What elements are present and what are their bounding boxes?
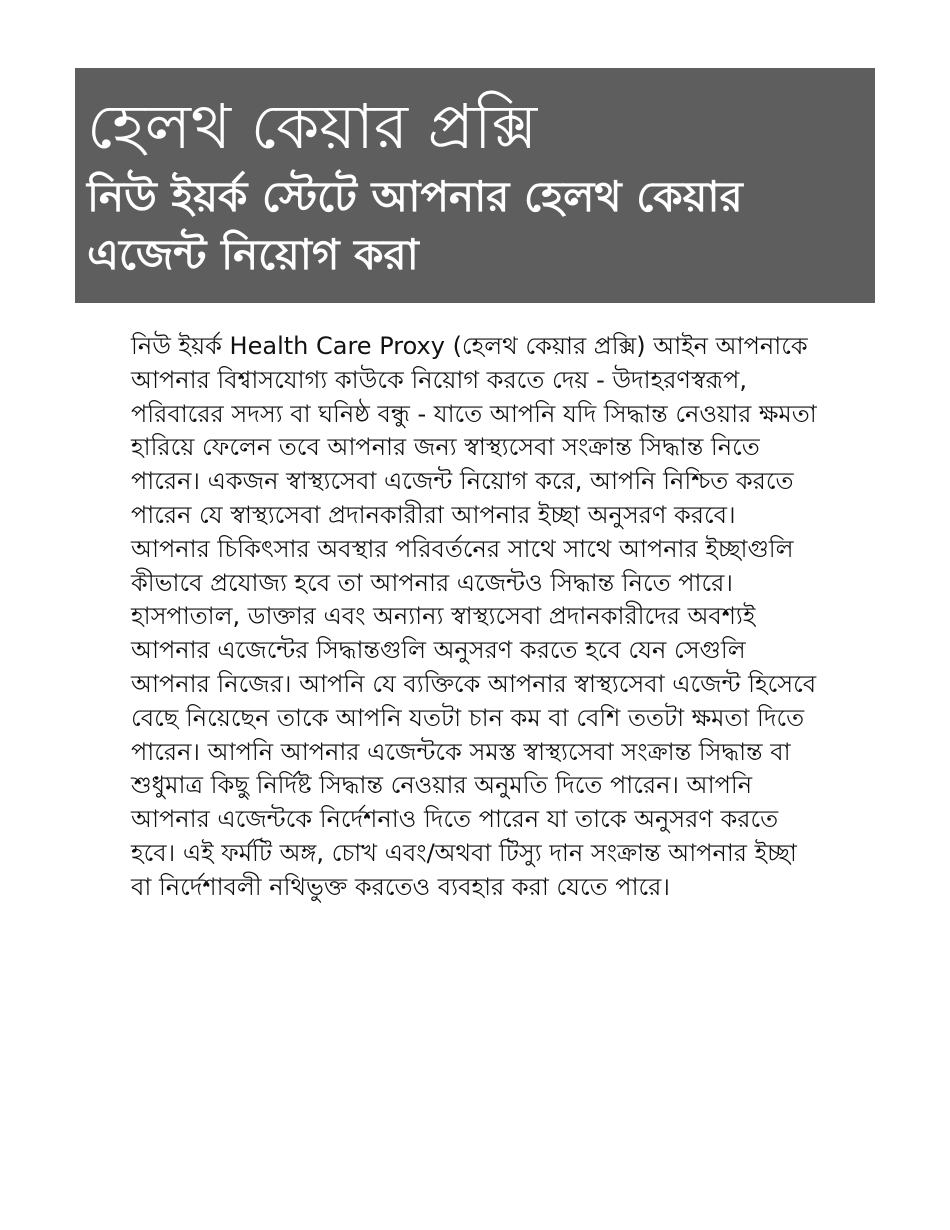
- header-banner: [75, 68, 875, 303]
- intro-paragraph: নিউ ইয়র্ক Health Care Proxy (হেলথ কেয়ার প্রক্সি) আইন আপনাকে আপনার বিশ্বাসযোগ্য কাউকে নিয়োগ করতে দেয় - উদাহরণস্বরূপ, পরিবারের সদস্য বা ঘনিষ্ঠ বন্ধু - যাতে আপনি যদি সিদ্ধান্ত নেওয়ার ক্ষমতা হারিয়ে ফেলেন তবে আপনার জন্য স্বাস্থ্যসেবা সংক্রান্ত সিদ্ধান্ত নিতে পারেন। একজন স্বাস্থ্যসেবা এজেন্ট নিয়োগ করে, আপনি নিশ্চিত করতে পারেন যে স্বাস্থ্যসেবা প্রদানকারীরা আপনার ইচ্ছা অনুসরণ করবে। আপনার চিকিৎসার অবস্থার পরিবর্তনের সাথে সাথে আপনার ইচ্ছাগুলি কীভাবে প্রযোজ্য হবে তা আপনার এজেন্টও সিদ্ধান্ত নিতে পারে। হাসপাতাল, ডাক্তার এবং অন্যান্য স্বাস্থ্যসেবা প্রদানকারীদের অবশ্যই আপনার এজেন্টের সিদ্ধান্তগুলি অনুসরণ করতে হবে যেন সেগুলি আপনার নিজের। আপনি যে ব্যক্তিকে আপনার স্বাস্থ্যসেবা এজেন্ট হিসেবে বেছে নিয়েছেন তাকে আপনি যতটা চান কম বা বেশি ততটা ক্ষমতা দিতে পারেন। আপনি আপনার এজেন্টকে সমস্ত স্বাস্থ্যসেবা সংক্রান্ত সিদ্ধান্ত বা শুধুমাত্র কিছু নির্দিষ্ট সিদ্ধান্ত নেওয়ার অনুমতি দিতে পারেন। আপনি আপনার এজেন্টকে নির্দেশনাও দিতে পারেন যা তাকে অনুসরণ করতে হবে। এই ফর্মটি অঙ্গ, চোখ এবং/অথবা টিস্যু দান সংক্রান্ত আপনার ইচ্ছা বা নির্দেশাবলী নথিভুক্ত করতেও ব্যবহার করা যেতে পারে।: [131, 332, 817, 901]
- page-title: হেলথ কেয়ার প্রক্সি: [87, 90, 538, 163]
- page-subtitle: নিউ ইয়র্ক স্টেটে আপনার হেলথ কেয়ার এজেন্ট নিয়োগ করা: [87, 172, 743, 279]
